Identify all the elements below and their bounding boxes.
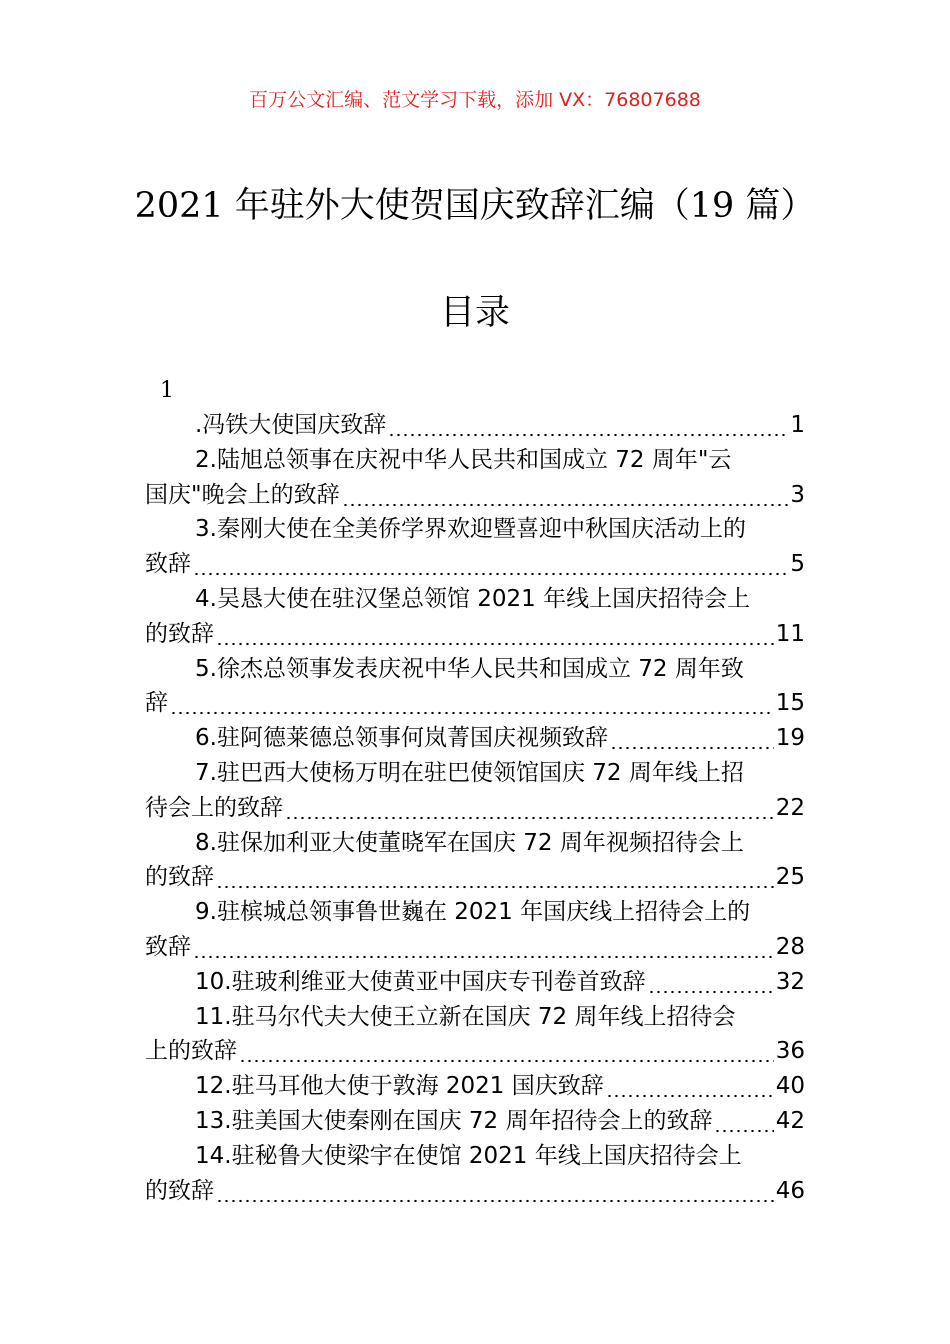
dot-leader: [216, 860, 774, 895]
toc-entry[interactable]: [145, 1139, 805, 1174]
toc-entry-continuation[interactable]: [145, 1034, 805, 1069]
toc-entry[interactable]: [145, 721, 805, 756]
toc-entry-title-cont: 国庆"晚会上的致辞: [145, 481, 340, 508]
toc-page-number: 1: [790, 412, 805, 438]
toc-entry[interactable]: [145, 826, 805, 861]
toc-entry[interactable]: [145, 582, 805, 617]
toc-entry-title-cont: 辞: [145, 690, 168, 717]
toc-entry[interactable]: [145, 443, 805, 478]
toc-entry[interactable]: [145, 1000, 805, 1035]
toc-entry-title: 8.驻保加利亚大使董晓军在国庆 72 周年视频招待会上: [195, 829, 744, 856]
dot-leader: [285, 791, 774, 826]
toc-entry-title-cont: 的致辞: [145, 1177, 214, 1204]
toc-entry-title-cont: 致辞: [145, 933, 191, 960]
dot-leader: [606, 1069, 774, 1104]
toc-page-number: 46: [775, 1177, 805, 1204]
dot-leader: [193, 547, 788, 582]
toc-page-number: 36: [775, 1038, 805, 1065]
dot-leader: [342, 478, 789, 513]
toc-page-number: 5: [790, 551, 805, 578]
toc-page-number: 28: [775, 933, 805, 960]
toc-entry-title: 4.吴恳大使在驻汉堡总领馆 2021 年线上国庆招待会上: [195, 585, 751, 612]
toc-entry[interactable]: [145, 652, 805, 687]
toc-entry-continuation[interactable]: [145, 1174, 805, 1209]
toc-entry-title: 6.驻阿德莱德总领事何岚菁国庆视频致辞: [195, 725, 608, 752]
toc-entry[interactable]: [145, 1069, 805, 1104]
toc-page-number: 40: [775, 1073, 805, 1100]
toc-entry-title-cont: 的致辞: [145, 864, 214, 891]
toc-entry-title: 11.驻马尔代夫大使王立新在国庆 72 周年线上招待会: [195, 1003, 736, 1030]
toc-entry-title-cont: 上的致辞: [145, 1038, 237, 1065]
toc-entry-continuation[interactable]: [145, 860, 805, 895]
toc-page-number: 3: [790, 481, 805, 508]
toc-entry-continuation[interactable]: [145, 617, 805, 652]
toc-entry-continuation[interactable]: [145, 686, 805, 721]
toc-page-number: 32: [775, 968, 805, 995]
toc-entry-continuation[interactable]: [145, 478, 805, 513]
toc-entry[interactable]: [145, 756, 805, 791]
dot-leader: [648, 965, 774, 1000]
toc-entry-title-cont: 致辞: [145, 551, 191, 578]
toc-entry[interactable]: [145, 1104, 805, 1139]
toc-entry-title: 12.驻马耳他大使于敦海 2021 国庆致辞: [195, 1073, 604, 1100]
toc-page-number: 25: [775, 864, 805, 891]
stray-number: 1: [160, 378, 174, 403]
toc-entry[interactable]: [145, 512, 805, 547]
toc-page-number: 19: [775, 725, 805, 752]
toc-entry-title: 10.驻玻利维亚大使黄亚中国庆专刊卷首致辞: [195, 968, 646, 995]
toc-entry-title: 2.陆旭总领事在庆祝中华人民共和国成立 72 周年"云: [195, 446, 732, 473]
toc-entry-continuation[interactable]: [145, 791, 805, 826]
toc-entry-continuation[interactable]: [145, 547, 805, 582]
toc-heading: 目录: [439, 293, 510, 333]
dot-leader: [714, 1104, 773, 1139]
toc-entry-title: 13.驻美国大使秦刚在国庆 72 周年招待会上的致辞: [195, 1107, 713, 1134]
dot-leader: [388, 408, 788, 443]
toc-page-number: 22: [775, 794, 805, 821]
dot-leader: [239, 1034, 774, 1069]
toc-entry[interactable]: [145, 895, 805, 930]
toc-entry-title: 9.驻槟城总领事鲁世巍在 2021 年国庆线上招待会上的: [195, 899, 751, 926]
toc-entry-title: .冯铁大使国庆致辞: [195, 412, 387, 438]
toc-entry-title: 5.徐杰总领事发表庆祝中华人民共和国成立 72 周年致: [195, 655, 744, 682]
toc-entry-title-cont: 的致辞: [145, 620, 214, 647]
toc-entry[interactable]: [145, 965, 805, 1000]
table-of-contents: [145, 408, 805, 1208]
toc-entry-title: 14.驻秘鲁大使梁宇在使馆 2021 年线上国庆招待会上: [195, 1142, 742, 1169]
toc-entry-title: 7.驻巴西大使杨万明在驻巴使领馆国庆 72 周年线上招: [195, 759, 744, 786]
toc-entry-title-cont: 待会上的致辞: [145, 794, 283, 821]
toc-page-number: 15: [775, 690, 805, 717]
toc-page-number: 42: [775, 1107, 805, 1134]
dot-leader: [170, 686, 774, 721]
document-title: 2021 年驻外大使贺国庆致辞汇编（19 篇）: [134, 186, 816, 226]
watermark-text: 百万公文汇编、范文学习下载，添加 VX：76807688: [249, 89, 701, 111]
dot-leader: [216, 617, 774, 652]
toc-entry-title: 3.秦刚大使在全美侨学界欢迎暨喜迎中秋国庆活动上的: [195, 516, 746, 543]
toc-page-number: 11: [775, 620, 805, 647]
dot-leader: [610, 721, 774, 756]
toc-entry-continuation[interactable]: [145, 930, 805, 965]
toc-entry[interactable]: [145, 408, 805, 443]
dot-leader: [193, 930, 774, 965]
dot-leader: [216, 1174, 774, 1209]
